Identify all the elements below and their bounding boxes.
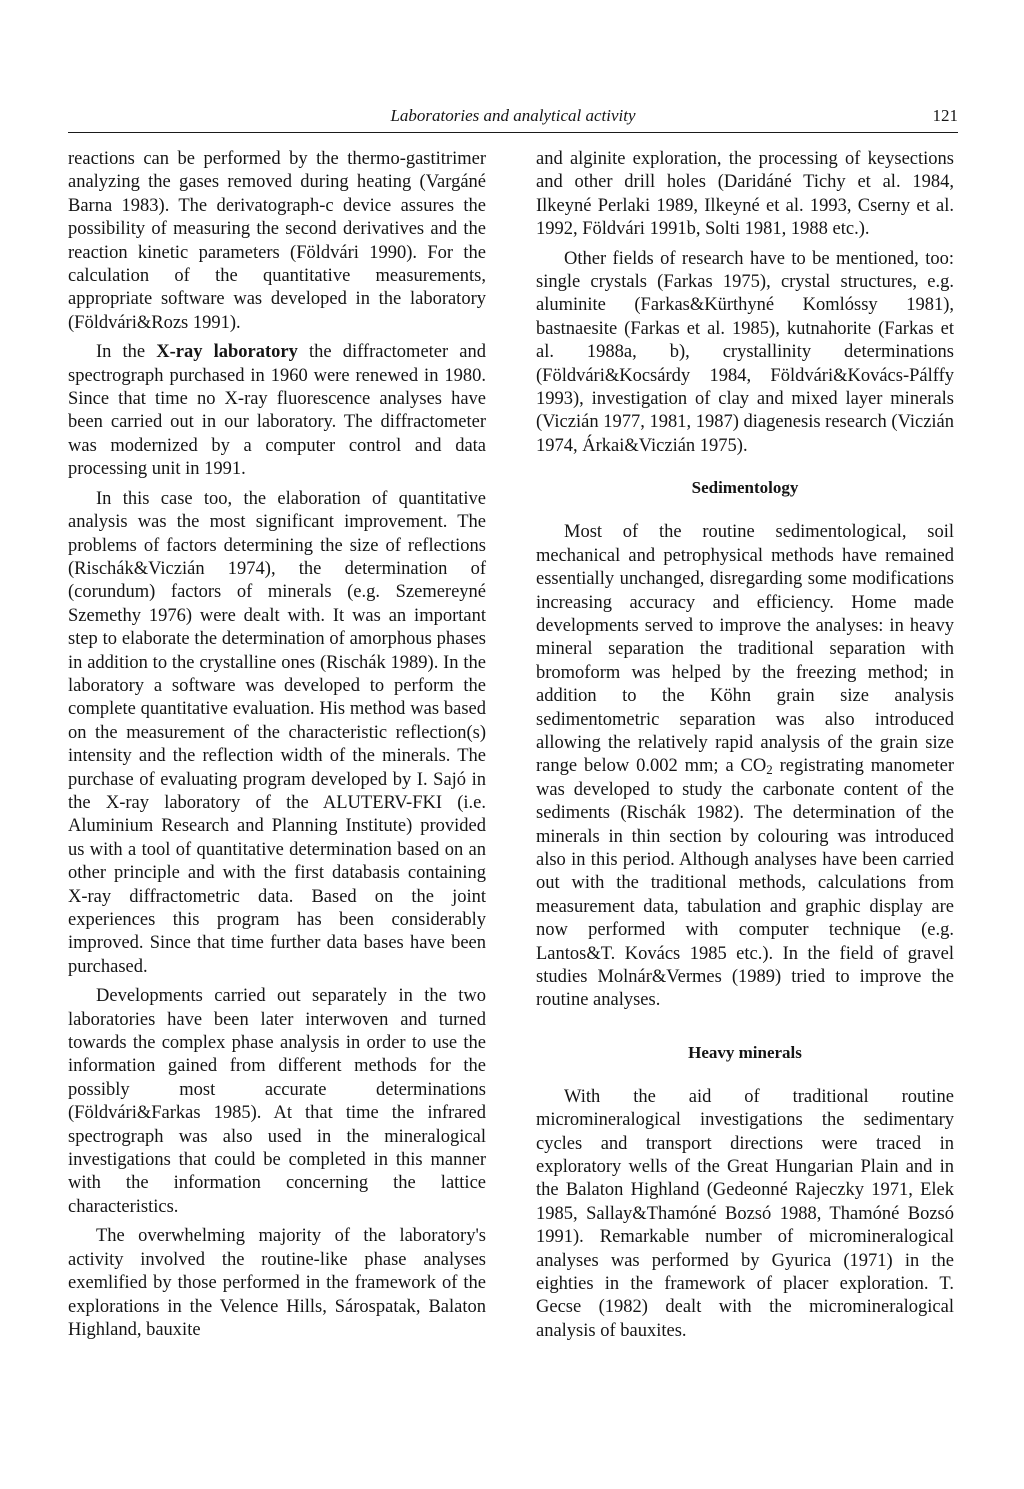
running-title: Laboratories and analytical activity [390,106,636,125]
running-header [68,104,958,128]
paragraph: Developments carried out separately in the two laboratories have been later interwoven and turned towards the complex phase analysis in order to use the information gained from different methods for the possibly most accurate determinations (Földvári&Farkas 1985). At that time the infrared spectrograph was also used in the mineralogical investigations that could be completed in this manner with the information concerning the lattice characteristics. [68,986,486,1217]
subscript: 2 [766,762,773,778]
section-heading-sedimentology: Sedimentology [691,478,799,498]
xray-laboratory-term: X-ray laboratory [156,342,298,363]
paragraph-xray-laboratory [68,341,486,481]
left-column [68,148,486,1348]
paragraph-text: the diffractometer and spectrograph purchased in 1960 were renewed in 1980. Since that time no X-ray fluorescence analyses have been carried out in our laboratory. The diffractometer was modernized by a computer control and data processing unit in 1991. [68,342,487,480]
paragraph: With the aid of traditional routine micromineralogical investigations the sedimentary cycles and transport directions were traced in exploratory wells of the Great Hungarian Plain and in the Balaton Highland (Gedeonné Rajeczky 1971, Elek 1985, Sallay&Thamóné Bozsó 1988, Thamóné Bozsó 1991). Remarkable number of micromineralogical analyses was performed by Gyurica (1971) in the eighties in the framework of placer exploration. T. Gecse (1982) dealt with the micromineralogical analysis of bauxites. [536,1086,954,1341]
paragraph-text: In the [96,342,157,363]
paragraph: The overwhelming majority of the laboratory's activity involved the routine-like phase analyses exemlified by those performed in the framework of the explorations in the Velence Hills, Sárospatak, Balaton Highland, bauxite [68,1226,486,1340]
paragraph: and alginite exploration, the processing of keysections and other drill holes (Daridáné Tichy et al. 1984, Ilkeyné Perlaki 1989, Ilkeyné et al. 1993, Cserny et al. 1992, Földvári 1991b, Solti 1981, 1988 etc.). [536,149,954,240]
page-number: 121 [932,106,958,125]
section-heading-heavy-minerals: Heavy minerals [688,1042,802,1062]
paragraph-text: registrating manometer was developed to study the carbonate content of the sediments (Rischák 1982). The determination of the minerals in thin section by colouring was introduced also in this period. Although analyses have been carried out with the traditional methods, calculations from measurement data, tabulation and graphic display are now performed with computer technique (e.g. Lantos&T. Kovács 1985 etc.). In the field of gravel studies Molnár&Vermes (1989) tried to improve the routine analyses. [536,756,955,1011]
paragraph-text: Most of the routine sedimentological, soil mechanical and petrophysical methods have remained essentially unchanged, disregarding some modifications increasing accuracy and efficiency. Home made developments served to improve the analyses: in heavy mineral separation the traditional separation with bromoform was helped by the freezing method; in addition to the Köhn grain size analysis sedimentometric separation was also introduced allowing the relatively rapid analysis of the grain size range below 0.002 mm; a CO [536,522,954,777]
paragraph: In this case too, the elaboration of quantitative analysis was the most significant improvement. The problems of factors determining the size of reflections (Rischák&Viczián 1974), the determination of (corundum) factors of minerals (e.g. Szemereyné Szemethy 1976) were dealt with. It was an important step to elaborate the determination of amorphous phases in addition to the crystalline ones (Rischák 1989). In the laboratory a software was developed to perform the complete quantitative evaluation. His method was based on the measurement of the characteristic reflection(s) intensity and the reflection width of the minerals. The purchase of evaluating program developed by I. Sajó in the X-ray laboratory of the ALUTERV-FKI (i.e. Aluminium Research and Planning Institute) provided us with a tool of quantitative determination based on an other principle and with the first databasis containing X-ray diffractometric data. Based on the joint experiences this program has been considerably improved. Since that time further data bases have been purchased. [68,488,486,977]
paragraph-sedimentology [536,521,954,1013]
header-rule [68,132,958,133]
paragraph: reactions can be performed by the thermo-gastitrimer analyzing the gases removed during heating (Vargáné Barna 1983). The derivatograph-c device assures the possibility of measuring the second derivatives and the reaction kinetic parameters (Földvári 1990). For the calculation of the quantitative measurements, appropriate software was developed in the laboratory (Földvári&Rozs 1991). [68,149,486,333]
paragraph: Other fields of research have to be mentioned, too: single crystals (Farkas 1975), crystal structures, e.g. aluminite (Farkas&Kürthyné Komlóssy 1981), bastnaesite (Farkas et al. 1985), kutnahorite (Farkas et al. 1988a, b), crystallinity determinations (Földvári&Kocsárdy 1984, Földvári&Kovács-Pálffy 1993), investigation of clay and mixed layer minerals (Viczián 1977, 1981, 1987) diagenesis research (Viczián 1974, Árkai&Viczián 1975). [536,248,954,456]
right-column [536,148,954,1349]
